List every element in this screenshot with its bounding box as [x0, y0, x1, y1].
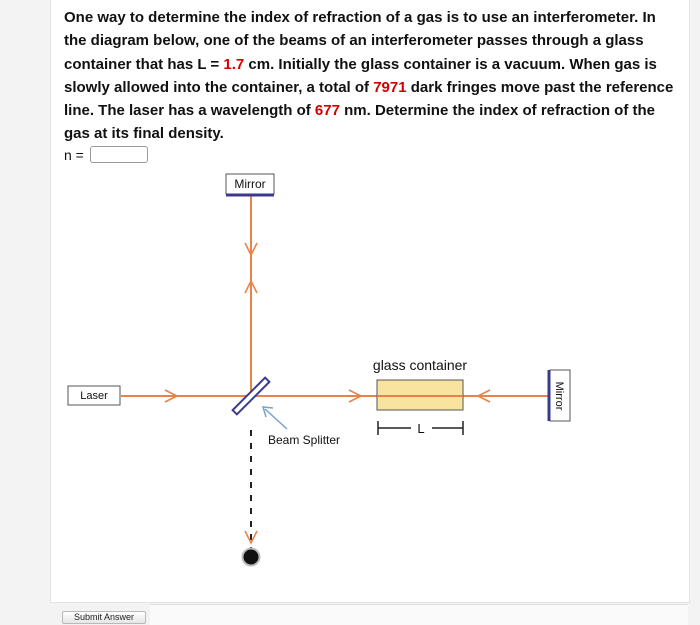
detector-icon	[243, 549, 260, 566]
container-label: glass container	[372, 357, 468, 373]
answer-label: n =	[64, 146, 84, 163]
question-part-2: cm. Initially the glass container is a vacuum. When gas is slowly allowed into the container, a total of	[64, 55, 657, 96]
question-part-4: nm. Determine the index of refraction of the gas at its final density.	[64, 102, 655, 143]
wavelength-value: 677	[314, 102, 340, 120]
top-mirror-label: Mirror	[234, 177, 266, 191]
beam-splitter-label: Beam Splitter	[268, 433, 341, 447]
right-mirror-label: Mirror	[553, 381, 565, 411]
laser-label: Laser	[80, 390, 108, 402]
question-part-1: One way to determine the index of refraction of a gas is to use an interferometer. In the diagram below, one of the beams of an interferometer passes through a glass container that has L =	[64, 9, 656, 73]
splitter-pointer	[265, 409, 287, 429]
length-value: 1.7	[223, 55, 245, 73]
length-label: L	[417, 421, 425, 436]
submit-answer-button[interactable]: Submit Answer	[62, 611, 146, 624]
question-part-3: dark fringes move past the reference line. The laser has a wavelength of	[64, 78, 674, 120]
footer-strip	[150, 604, 688, 625]
fringes-value: 7971	[373, 78, 407, 96]
